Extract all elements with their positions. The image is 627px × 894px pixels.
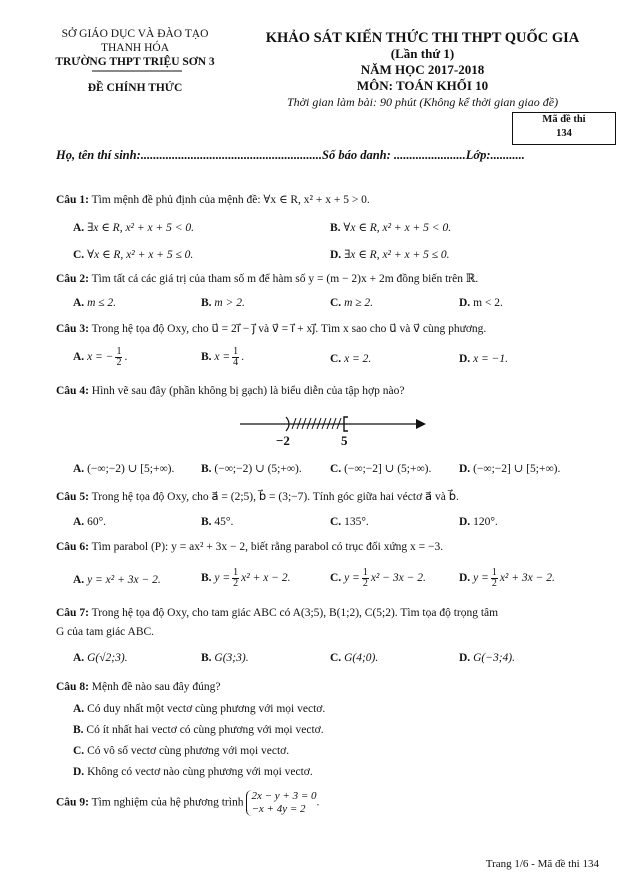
question-label: Câu 3: [56, 323, 89, 335]
q1-option-c[interactable]: C. ∀x ∈ R, x² + x + 5 ≤ 0. [73, 249, 194, 261]
subject: MÔN: TOÁN KHỐI 10 [356, 78, 489, 93]
q3-option-c[interactable]: C. x = 2. [330, 353, 372, 365]
question-label: Câu 9: [56, 796, 89, 809]
school-underline [92, 70, 182, 72]
number-line-graphic [238, 413, 428, 435]
student-info-line: Họ, tên thí sinh:..........................................................Số báo danh: .......................Lớp:........... [56, 148, 525, 162]
fraction: $\frac{1}{2}$ [491, 567, 497, 589]
question-7 [56, 607, 498, 619]
question-text: Tìm nghiệm của hệ phương trình [91, 796, 244, 809]
q1-option-a[interactable]: A. ∃x ∈ R, x² + x + 5 < 0. [73, 222, 195, 234]
question-2 [56, 271, 478, 285]
school-header [40, 27, 230, 95]
q2-option-d[interactable]: D. m < 2. [459, 297, 503, 309]
q4-option-a[interactable]: A. (−∞;−2) ∪ [5;+∞). [73, 463, 175, 475]
page-footer: Trang 1/6 - Mã đề thi 134 [485, 858, 599, 870]
question-text: Trong hệ tọa độ Oxy, cho a⃗ = (2;5), b⃗ = (3;−7). Tính góc giữa hai véctơ a⃗ và b⃗. [91, 491, 459, 503]
question-label: Câu 4: [56, 385, 89, 397]
official-exam-label: ĐỀ CHÍNH THỨC [87, 82, 183, 94]
q5-option-b[interactable]: B. 45°. [201, 516, 234, 528]
exam-header [250, 30, 595, 110]
question-3 [56, 321, 486, 335]
equation-system: 2x − y + 3 = 0 −x + 4y = 2 [246, 790, 316, 816]
q8-option-a[interactable]: A. Có duy nhất một vectơ cùng phương với mọi vectơ. [73, 703, 326, 715]
fraction: $\frac{1}{2}$ [116, 346, 122, 368]
q1-option-b[interactable]: B. ∀x ∈ R, x² + x + 5 < 0. [330, 222, 452, 234]
q6-option-d[interactable]: D. y = $\frac{1}{2}$ x² + 3x − 2. [459, 567, 555, 589]
q1-option-d[interactable]: D. ∃x ∈ R, x² + x + 5 ≤ 0. [330, 249, 450, 261]
exam-title: KHẢO SÁT KIẾN THỨC THI THPT QUỐC GIA [265, 30, 580, 46]
question-label: Câu 7: [56, 607, 89, 619]
question-7-continued: G của tam giác ABC. [56, 626, 155, 638]
school-year: NĂM HỌC 2017-2018 [360, 62, 485, 77]
question-5 [56, 489, 459, 503]
exam-attempt: (Lần thứ 1) [390, 46, 455, 61]
q2-option-b[interactable]: B. m > 2. [201, 297, 245, 309]
exam-code-value: 134 [556, 128, 572, 139]
q4-option-b[interactable]: B. (−∞;−2) ∪ (5;+∞). [201, 463, 302, 475]
q3-option-a[interactable]: A. x = − $\frac{1}{2}$ . [73, 346, 128, 368]
question-label: Câu 5: [56, 491, 89, 503]
question-text: Tìm tất cả các giá trị của tham số m để hàm số y = (m − 2)x + 2m đồng biến trên ℝ. [91, 273, 479, 285]
q8-option-c[interactable]: C. Có vô số vectơ cùng phương với mọi vectơ. [73, 745, 290, 757]
time-allowed: Thời gian làm bài: 90 phút (Không kể thời gian giao đề) [286, 95, 559, 109]
question-label: Câu 1: [56, 194, 89, 206]
q8-option-b[interactable]: B. Có ít nhất hai vectơ có cùng phương với mọi vectơ. [73, 724, 324, 736]
q7-option-a[interactable]: A. G(√2;3). [73, 652, 128, 664]
question-6 [56, 541, 443, 553]
province-name: THANH HÓA [100, 42, 170, 54]
question-text: Tìm parabol (P): y = ax² + 3x − 2, biết rằng parabol có trục đối xứng x = −3. [91, 541, 444, 553]
department-name: SỞ GIÁO DỤC VÀ ĐÀO TẠO [61, 28, 209, 40]
number-line-tick-5: 5 [341, 433, 348, 448]
q3-option-d[interactable]: D. x = −1. [459, 353, 509, 365]
fraction: $\frac{1}{2}$ [233, 567, 239, 589]
question-text: Hình vẽ sau đây (phần không bị gạch) là biểu diễn của tập hợp nào? [91, 385, 405, 397]
fraction: $\frac{1}{4}$ [233, 346, 239, 368]
q5-option-c[interactable]: C. 135°. [330, 516, 369, 528]
question-8 [56, 681, 220, 693]
question-label: Câu 6: [56, 541, 89, 553]
school-name: TRƯỜNG THPT TRIỆU SƠN 3 [55, 56, 215, 68]
question-9: Câu 9: Tìm nghiệm của hệ phương trình 2x − y + 3 = 0 −x + 4y = 2 . [56, 790, 320, 815]
q7-option-b[interactable]: B. G(3;3). [201, 652, 249, 664]
question-text: Trong hệ tọa độ Oxy, cho u⃗ = 2i⃗ − j⃗ và v⃗ = i⃗ + xj⃗. Tìm x sao cho u⃗ và v⃗ cùng phương. [91, 323, 487, 335]
exam-code-label: Mã đề thi [542, 114, 586, 125]
question-label: Câu 8: [56, 681, 89, 693]
question-4 [56, 385, 404, 397]
q4-option-c[interactable]: C. (−∞;−2] ∪ (5;+∞). [330, 463, 432, 475]
q3-option-b[interactable]: B. x = $\frac{1}{4}$ . [201, 346, 245, 368]
number-line [238, 413, 428, 449]
q7-option-c[interactable]: C. G(4;0). [330, 652, 379, 664]
question-text: Trong hệ tọa độ Oxy, cho tam giác ABC có A(3;5), B(1;2), C(5;2). Tìm tọa độ trọng tâm [91, 607, 499, 619]
q8-option-d[interactable]: D. Không có vectơ nào cùng phương với mọi vectơ. [73, 766, 313, 778]
q6-option-a[interactable]: A. y = x² + 3x − 2. [73, 574, 161, 586]
question-text: Tìm mệnh đề phủ định của mệnh đề: ∀x ∈ R, x² + x + 5 > 0. [91, 194, 370, 206]
q4-option-d[interactable]: D. (−∞;−2] ∪ [5;+∞). [459, 463, 561, 475]
q2-option-c[interactable]: C. m ≥ 2. [330, 297, 374, 309]
q5-option-a[interactable]: A. 60°. [73, 516, 107, 528]
exam-code-box [512, 112, 616, 145]
q6-option-b[interactable]: B. y = $\frac{1}{2}$ x² + x − 2. [201, 567, 291, 589]
fraction: $\frac{1}{2}$ [362, 567, 368, 589]
number-line-tick-neg2: −2 [276, 433, 290, 448]
q5-option-d[interactable]: D. 120°. [459, 516, 498, 528]
q7-option-d[interactable]: D. G(−3;4). [459, 652, 515, 664]
question-text: Mệnh đề nào sau đây đúng? [91, 681, 221, 693]
q6-option-c[interactable]: C. y = $\frac{1}{2}$ x² − 3x − 2. [330, 567, 426, 589]
question-1 [56, 192, 370, 206]
q2-option-a[interactable]: A. m ≤ 2. [73, 297, 117, 309]
question-label: Câu 2: [56, 273, 89, 285]
